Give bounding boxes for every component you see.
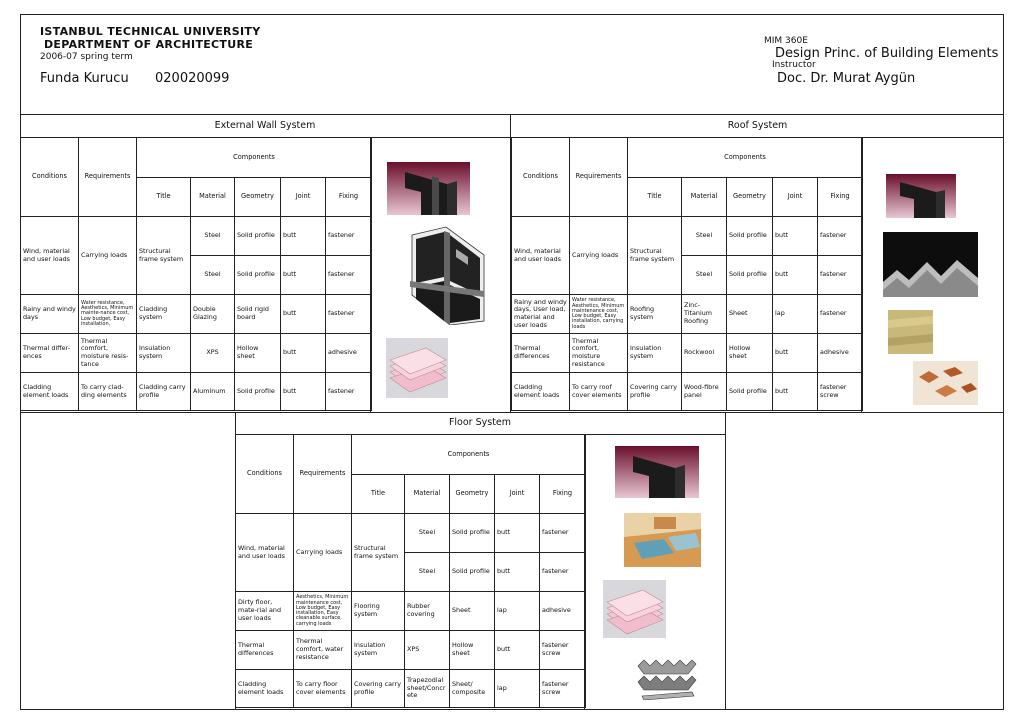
- fixing-cell: fastener: [540, 514, 586, 553]
- component-title-cell: Covering carry profile: [352, 670, 405, 708]
- joint-cell: lap: [495, 592, 540, 631]
- joint-cell: butt: [281, 295, 326, 334]
- steel-profile-image: [886, 174, 956, 218]
- joint-cell: butt: [495, 631, 540, 670]
- external-wall-title: External Wall System: [214, 120, 316, 131]
- steel-profile-image: [615, 446, 699, 498]
- instructor-label: Instructor: [772, 60, 816, 70]
- fixing-cell: fastener: [818, 295, 863, 334]
- component-title-cell: Covering carry profile: [628, 373, 682, 411]
- header-geometry: Geometry: [727, 178, 773, 217]
- material-cell: Steel: [191, 217, 235, 256]
- requirement-cell: Aesthetics, Minimum maintenance cost, Low budget, Easy installation, Easy cleanable surface, carrying loads: [294, 592, 352, 631]
- geometry-cell: Hollow sheet: [235, 334, 281, 373]
- joint-cell: butt: [281, 217, 326, 256]
- geometry-cell: Solid profile: [235, 256, 281, 295]
- material-cell: Aluminum: [191, 373, 235, 411]
- component-title-cell: Cladding system: [137, 295, 191, 334]
- header-components: Components: [352, 435, 586, 475]
- header-geometry: Geometry: [235, 178, 281, 217]
- header-joint: Joint: [773, 178, 818, 217]
- roof-title: Roof System: [727, 120, 788, 131]
- header-conditions: Conditions: [236, 435, 294, 514]
- material-cell: Rockwool: [682, 334, 727, 373]
- condition-cell: Wind, material and user loads: [236, 514, 294, 592]
- requirement-cell: To carry floor cover elements: [294, 670, 352, 708]
- condition-cell: Thermal differences: [512, 334, 570, 373]
- header-components: Components: [137, 138, 372, 178]
- header-fixing: Fixing: [326, 178, 372, 217]
- floor-title: Floor System: [448, 417, 512, 428]
- header-title: Title: [352, 475, 405, 514]
- header-material: Material: [405, 475, 450, 514]
- requirement-cell: Thermal comfort, moisture resistance: [570, 334, 628, 373]
- joint-cell: butt: [281, 334, 326, 373]
- geometry-cell: Hollow sheet: [727, 334, 773, 373]
- header-conditions: Conditions: [512, 138, 570, 217]
- fixing-cell: fastener screw: [818, 373, 863, 411]
- component-title-cell: Structural frame system: [137, 217, 191, 295]
- condition-cell: Wind, material and user loads: [21, 217, 79, 295]
- trapezoidal-sheet-image: [636, 652, 698, 700]
- fixing-cell: fastener: [326, 295, 372, 334]
- requirement-cell: Carrying loads: [294, 514, 352, 592]
- geometry-cell: Solid profile: [727, 256, 773, 295]
- term-label: 2006-07 spring term: [40, 52, 133, 62]
- material-cell: XPS: [191, 334, 235, 373]
- condition-cell: Thermal differ-ences: [21, 334, 79, 373]
- fixing-cell: fastener: [326, 373, 372, 411]
- condition-cell: Dirty floor, mate-rial and user loads: [236, 592, 294, 631]
- header-material: Material: [682, 178, 727, 217]
- roof-table: [511, 137, 863, 411]
- header-title: Title: [628, 178, 682, 217]
- requirement-cell: To carry roof cover elements: [570, 373, 628, 411]
- requirement-cell: Carrying loads: [79, 217, 137, 295]
- wood-fibre-panel-image: [913, 361, 978, 405]
- requirement-cell: Thermal comfort, moisture resis-tance: [79, 334, 137, 373]
- geometry-cell: Solid profile: [450, 514, 495, 553]
- geometry-cell: Solid profile: [235, 373, 281, 411]
- external-wall-table: [20, 137, 372, 411]
- zinc-roofing-image: [883, 232, 978, 297]
- course-title: Design Princ. of Building Elements: [775, 46, 999, 61]
- curtain-wall-section-image: [406, 225, 490, 325]
- geometry-cell: Sheet/ composite: [450, 670, 495, 708]
- joint-cell: butt: [773, 373, 818, 411]
- rockwool-image: [888, 310, 933, 354]
- material-cell: Steel: [405, 553, 450, 592]
- geometry-cell: Sheet: [450, 592, 495, 631]
- component-title-cell: Insulation system: [628, 334, 682, 373]
- fixing-cell: fastener: [326, 217, 372, 256]
- material-cell: Wood-fibre panel: [682, 373, 727, 411]
- component-title-cell: Structural frame system: [628, 217, 682, 295]
- xps-insulation-image: [603, 580, 666, 638]
- material-cell: Steel: [682, 256, 727, 295]
- geometry-cell: Hollow sheet: [450, 631, 495, 670]
- component-title-cell: Flooring system: [352, 592, 405, 631]
- course-code: MIM 360E: [764, 36, 808, 46]
- header-fixing: Fixing: [818, 178, 863, 217]
- condition-cell: Cladding element loads: [21, 373, 79, 411]
- fixing-cell: adhesive: [540, 592, 586, 631]
- requirement-cell: To carry clad-ding elements: [79, 373, 137, 411]
- header-joint: Joint: [495, 475, 540, 514]
- material-cell: Double Glazing: [191, 295, 235, 334]
- middle-divider: [20, 412, 1004, 413]
- fixing-cell: adhesive: [326, 334, 372, 373]
- department-name: DEPARTMENT OF ARCHITECTURE: [44, 38, 254, 51]
- fixing-cell: fastener: [326, 256, 372, 295]
- rubber-flooring-image: [624, 513, 701, 567]
- condition-cell: Rainy and windy days: [21, 295, 79, 334]
- header-divider: [20, 114, 1004, 115]
- joint-cell: butt: [495, 553, 540, 592]
- component-title-cell: Cladding carry profile: [137, 373, 191, 411]
- material-cell: Steel: [191, 256, 235, 295]
- material-cell: Trapezodial sheet/Concrete: [405, 670, 450, 708]
- steel-profile-image: [387, 162, 470, 215]
- geometry-cell: Solid rigid board: [235, 295, 281, 334]
- requirement-cell: Water resistance, Aesthetics, Minimum maintenance cost, Low budget, Easy installation, carrying loads: [570, 295, 628, 334]
- joint-cell: butt: [773, 334, 818, 373]
- joint-cell: butt: [495, 514, 540, 553]
- header-requirements: Requirements: [294, 435, 352, 514]
- header-requirements: Requirements: [79, 138, 137, 217]
- material-cell: Zinc-Titanium Roofing: [682, 295, 727, 334]
- student-number: 020020099: [155, 71, 230, 86]
- header-conditions: Conditions: [21, 138, 79, 217]
- requirement-cell: Thermal comfort, water resistance: [294, 631, 352, 670]
- requirement-cell: Water resistance, Aesthetics, Minimum mainte-nance cost, Low budget, Easy installation,: [79, 295, 137, 334]
- geometry-cell: Solid profile: [450, 553, 495, 592]
- condition-cell: Wind, material and user loads: [512, 217, 570, 295]
- material-cell: Steel: [682, 217, 727, 256]
- joint-cell: butt: [281, 373, 326, 411]
- header-geometry: Geometry: [450, 475, 495, 514]
- fixing-cell: fastener screw: [540, 631, 586, 670]
- student-name: Funda Kurucu: [40, 71, 129, 86]
- university-name: ISTANBUL TECHNICAL UNIVERSITY: [40, 25, 261, 38]
- fixing-cell: fastener screw: [540, 670, 586, 708]
- header-components: Components: [628, 138, 863, 178]
- material-cell: Rubber covering: [405, 592, 450, 631]
- geometry-cell: Solid profile: [235, 217, 281, 256]
- header-material: Material: [191, 178, 235, 217]
- fixing-cell: adhesive: [818, 334, 863, 373]
- condition-cell: Cladding element loads: [236, 670, 294, 708]
- fixing-cell: fastener: [818, 256, 863, 295]
- joint-cell: butt: [773, 217, 818, 256]
- instructor-name: Doc. Dr. Murat Aygün: [777, 71, 916, 86]
- fixing-cell: fastener: [540, 553, 586, 592]
- header-title: Title: [137, 178, 191, 217]
- geometry-cell: Solid profile: [727, 373, 773, 411]
- geometry-cell: Sheet: [727, 295, 773, 334]
- component-title-cell: Insulation system: [352, 631, 405, 670]
- floor-table: [235, 434, 586, 708]
- condition-cell: Cladding element loads: [512, 373, 570, 411]
- condition-cell: Rainy and windy days, User load, material and user loads: [512, 295, 570, 334]
- material-cell: Steel: [405, 514, 450, 553]
- component-title-cell: Insulation system: [137, 334, 191, 373]
- material-cell: XPS: [405, 631, 450, 670]
- component-title-cell: Roofing system: [628, 295, 682, 334]
- header-fixing: Fixing: [540, 475, 586, 514]
- joint-cell: butt: [773, 256, 818, 295]
- component-title-cell: Structural frame system: [352, 514, 405, 592]
- header-requirements: Requirements: [570, 138, 628, 217]
- fixing-cell: fastener: [818, 217, 863, 256]
- joint-cell: lap: [773, 295, 818, 334]
- floor-right-divider: [725, 412, 726, 710]
- geometry-cell: Solid profile: [727, 217, 773, 256]
- condition-cell: Thermal differences: [236, 631, 294, 670]
- requirement-cell: Carrying loads: [570, 217, 628, 295]
- xps-insulation-image: [386, 338, 448, 398]
- joint-cell: butt: [281, 256, 326, 295]
- joint-cell: lap: [495, 670, 540, 708]
- header-joint: Joint: [281, 178, 326, 217]
